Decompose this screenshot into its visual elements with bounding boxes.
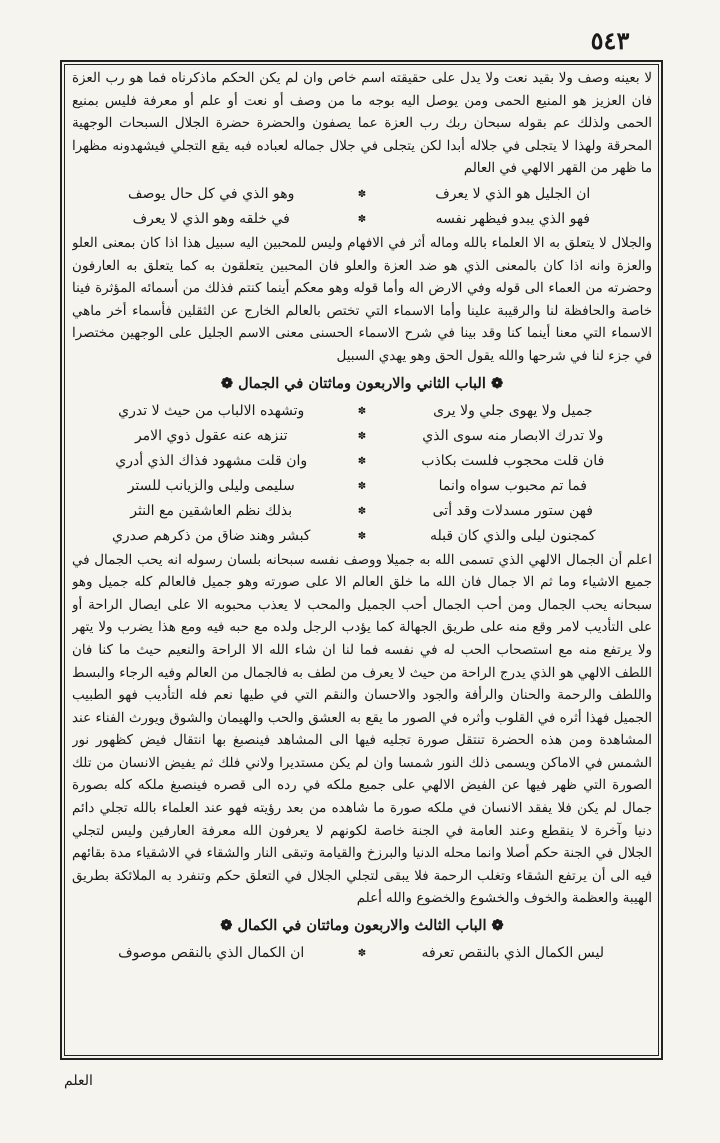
ornament-icon: ❁ — [491, 917, 504, 935]
verse-hemistich-second: تنزهه عنه عقول ذوي الامر — [134, 427, 288, 444]
verse-hemistich-second: سليمى وليلى والزيانب للستر — [127, 477, 295, 494]
verse-separator: ✽ — [357, 455, 367, 467]
verse-hemistich-second: وان قلت مشهود فذاك الذي أدري — [115, 452, 308, 469]
verse-line — [72, 399, 652, 424]
verse-separator: ✽ — [357, 188, 367, 200]
verse-hemistich-second: وهو الذي في كل حال يوصف — [128, 185, 295, 202]
verse-separator: ✽ — [357, 405, 367, 417]
verse-line — [72, 524, 652, 549]
verse-hemistich-first: ليس الكمال الذي بالنقص تعرفه — [421, 945, 605, 962]
verse-hemistich-first: ولا تدرك الابصار منه سوى الذي — [422, 427, 604, 444]
verse-line — [72, 182, 652, 207]
page-content — [72, 68, 652, 1052]
verse-hemistich-second: كبشر وهند ضاق من ذكرهم صدري — [111, 527, 311, 544]
verse-block-majesty — [72, 182, 652, 232]
verse-separator: ✽ — [357, 505, 367, 517]
verse-hemistich-first: فان قلت محجوب فلست بكاذب — [421, 452, 605, 469]
verse-hemistich-first: ان الجليل هو الذي لا يعرف — [435, 185, 591, 202]
verse-hemistich-first: كمجنون ليلى والذي كان قبله — [429, 527, 596, 544]
paragraph-beauty: اعلم أن الجمال الالهي الذي تسمى الله به جميلا ووصف نفسه سبحانه بلسان رسوله انه يحب الجمال في جميع الاشياء وما ثم الا جمال فان الله ما خلق العالم الا على صورته وهو جميل فالعالم كله جميل وهو سبحانه يحب الجمال ومن أحب الجمال أحب الجميل والمحب لا يعذب محبوبه الا على ايصال الراحة أو على التأديب لامر وقع منه على طريق الجهالة كما يؤدب الرجل ولده مع حبه فيه ومع هذا يضرب ولا يتهر ولا يرتفع منه مع استصحاب الحب له في نفسه فما لنا ان شاء الله الا الراحة والنعيم حيث ما كنا فان اللطف الالهي هو الذي يدرج الراحة من حيث لا يعرف من لطف به فالجمال من العالم وفيه الرجاء والبسط واللطف والرحمة والحنان والرأفة والجود والاحسان والنقم التي في طيها نعم فله التأديب فهو الطبيب الجميل فهذا أثره في القلوب وأثره في الصور ما يقع به العشق والحب والهيمان والشوق ويورث الفناء عند المشاهدة ومن هذه الحضرة تنتقل صورة تجليه فيها الى المشاهد فينصبغ بها انتقال فيض كظهور نور الشمس في الاماكن ويسمى ذلك النور شمسا وان لم يكن مستديرا ولاني فلك ثم يفيض الانسان من تلك الصورة التي ظهر فيها عن الفيض الالهي على جميع ملكه في رده الى قصره فينصبغ ملكه كله بصورة جمال لم يكن فلا يفقد الانسان في ملكه صورة ما شاهده من بعد رؤيته فهو عند العلماء بالله تجلي دائم دنيا وآخرة لا ينقطع وعند العامة في الجنة خاصة لكونهم لا يعرفون الله معرفة العارفين وليس لتجلي الجلال في الجنة حكم أصلا وانما محله الدنيا والبرزخ والقيامة وتبقى النار والشقاء في الاشقياء مدة بقائهم فيه الى أن يرتفع الشقاء وتغلب الرحمة فلا يبقى لتجلي الجلال في التعلق حكم وتنفرد به الملائكة بطريق الهيبة والعظمة والخوف والخشوع والخضوع والله أعلم — [72, 552, 652, 907]
verse-hemistich-second: بذلك نظم العاشقين مع النثر — [130, 502, 293, 519]
verse-line — [72, 941, 652, 966]
paragraph-majesty-continued: والجلال لا يتعلق به الا العلماء بالله وماله أثر في الافهام وليس للمحبين اليه سبيل هذا اذا كان بمعنى العلو والعزة وانه اذا كان بالمعنى الذي هو ضد العزة والعلو فان المحبين يتعلقون به كما يتعلق به العارفون وحضرته من العماء الى قوله وفي الارض اله وأما قوله وهو معكم أينما كنتم فذلك من أسمائه المؤثرة فينا خاصة والحافظة لنا والرقيبة علينا وأما الاسماء التي تختص بالعالم الخارج عن الثقلين فأسماء أخر ماهي الاسماء التي معنا أينما كنا وقد بينا في شرح الاسماء الحسنى معنى الاسم الجليل على الوجهين مختصرا في جزء لنا في شرحها والله يقول الحق وهو يهدي السبيل — [72, 235, 652, 364]
verse-block-perfection — [72, 941, 652, 966]
chapter-title-perfection: ❁ الباب الثالث والاربعون وماثتان في الكمال ❁ — [220, 917, 504, 935]
verse-hemistich-second: ان الكمال الذي بالنقص موصوف — [118, 945, 305, 962]
catchword: العلم — [64, 1073, 93, 1089]
verse-separator: ✽ — [357, 430, 367, 442]
verse-line — [72, 207, 652, 232]
verse-hemistich-second: وتشهده الالباب من حيث لا تدري — [118, 402, 305, 419]
ornament-icon: ❁ — [220, 917, 233, 935]
verse-block-beauty — [72, 399, 652, 549]
paragraph-majesty-intro: لا بعينه وصف ولا بقيد نعت ولا يدل على حقيقته اسم خاص وان لم يكن الحكم ماذكرناه فما هو رب العزة فان العزيز هو المنيع الحمى ومن يوصل اليه بوجه ما من وصف أو نعت أو علم أو معرفة فليس بمنيع الحمى ولذلك عم بقوله سبحان ربك رب العزة عما يصفون والحضرة حضرة الجلال السبحات الوجهية المحرقة ولهذا لا يتجلى في جلاله أبدا لكن يتجلى في جلال جماله لعباده فبه يقع التجلي فيشهدونه مظهرا ما ظهر من القهر الالهي في العالم — [72, 71, 652, 177]
verse-hemistich-second: في خلقه وهو الذي لا يعرف — [132, 210, 290, 227]
verse-separator: ✽ — [357, 948, 367, 960]
chapter-title-beauty: ❁ الباب الثاني والاربعون وماثتان في الجمال ❁ — [220, 374, 504, 392]
verse-line — [72, 474, 652, 499]
verse-separator: ✽ — [357, 530, 367, 542]
verse-separator: ✽ — [357, 480, 367, 492]
ornament-icon: ❁ — [490, 374, 504, 392]
verse-separator: ✽ — [357, 213, 367, 225]
verse-hemistich-first: فهن ستور مسدلات وقد أتى — [432, 502, 593, 519]
verse-line — [72, 449, 652, 474]
verse-hemistich-first: فما تم محبوب سواه وانما — [438, 477, 587, 494]
verse-hemistich-first: فهو الذي يبدو فيظهر نفسه — [435, 210, 590, 227]
verse-line — [72, 499, 652, 524]
page-number: ٥٤٣ — [590, 26, 630, 55]
verse-line — [72, 424, 652, 449]
verse-hemistich-first: جميل ولا يهوى جلي ولا يرى — [433, 402, 593, 419]
ornament-icon: ❁ — [220, 374, 234, 392]
